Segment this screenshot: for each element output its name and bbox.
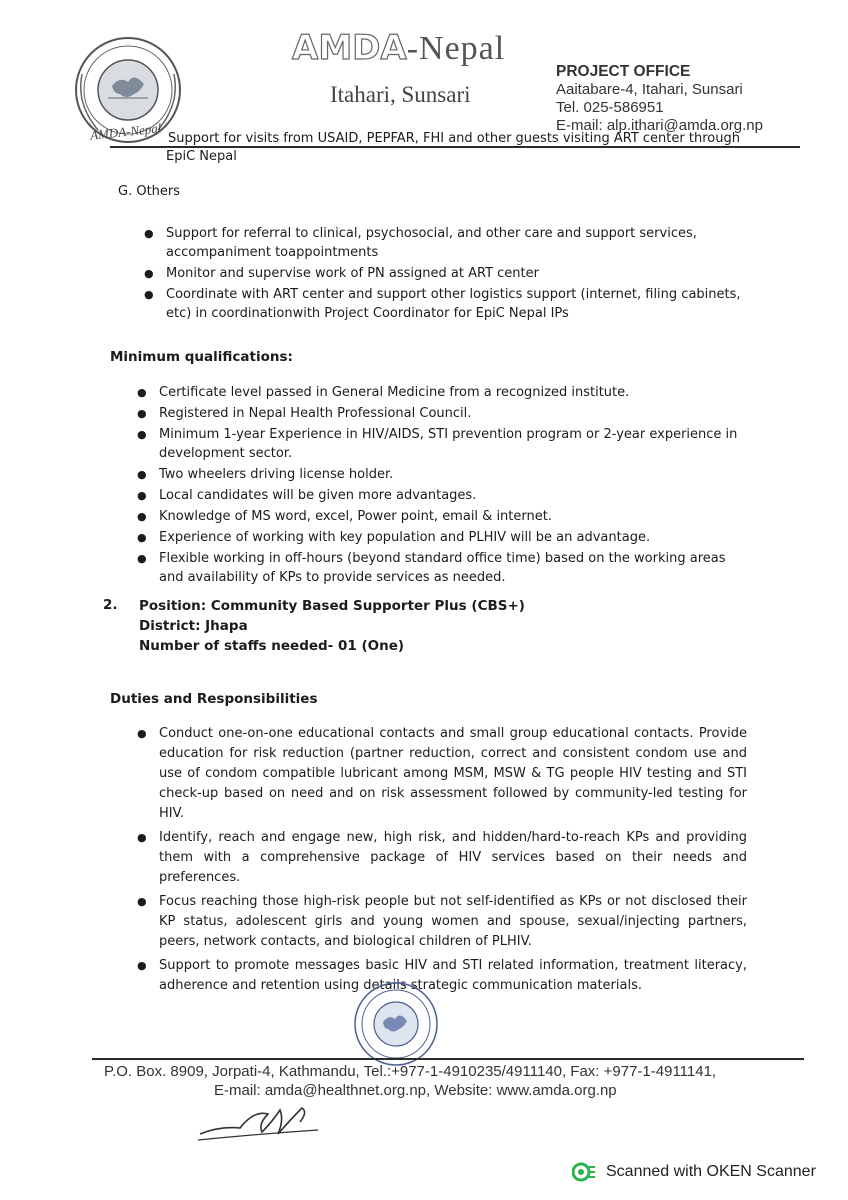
position-staffs: Number of staffs needed- 01 (One) — [139, 638, 405, 654]
office-tel: Tel. 025-586951 — [556, 99, 664, 116]
list-item: ● Registered in Nepal Health Professional Council. — [137, 406, 472, 421]
others-heading: G. Others — [118, 184, 181, 199]
list-item: ● Certificate level passed in General Medicine from a recognized institute. — [137, 385, 630, 400]
footer-divider — [92, 1058, 804, 1060]
amda-seal-stamp — [352, 980, 440, 1068]
list-item: ● Minimum 1-year Experience in HIV/AIDS, STI prevention program or 2-year experience in development sector. — [137, 427, 738, 461]
position-district: District: Jhapa — [139, 618, 248, 634]
list-item: ● Monitor and supervise work of PN assigned at ART center — [144, 266, 539, 281]
stamp-text: AMDA-Nepal — [89, 120, 163, 143]
list-item: ● Focus reaching those high-risk people but not self-identified as KPs or not disclosed their KP status, adolescent girls and young women and spouse, sexual/injecting partners, peers, network contacts, and biological children of PLHIV. — [137, 894, 747, 949]
carryover-line-1: Support for visits from USAID, PEPFAR, FHI and other guests visiting ART center through — [168, 131, 740, 146]
qualifications-list — [137, 383, 749, 589]
scanner-watermark — [572, 1162, 816, 1182]
footer-address: P.O. Box. 8909, Jorpati-4, Kathmandu, Tel.:+977-1-4910235/4911140, Fax: +977-1-4911141, — [104, 1063, 717, 1080]
list-item: ● Flexible working in off-hours (beyond standard office time) based on the working areas and availability of KPs to provide services as needed. — [137, 551, 726, 585]
project-office-block — [556, 63, 763, 135]
brand-suffix: -Nepal — [406, 30, 506, 67]
list-item: ● Identify, reach and engage new, high risk, and hidden/hard-to-reach KPs and providing them with a comprehensive package of HIV services based on their needs and preferences. — [137, 830, 747, 885]
duties-heading: Duties and Responsibilities — [110, 691, 318, 707]
list-item: ● Support for referral to clinical, psychosocial, and other care and support services, accompaniment toappointments — [144, 226, 697, 260]
brand-prefix: AMDA — [292, 28, 407, 68]
list-item: ● Conduct one-on-one educational contacts and small group educational contacts. Provide education for risk reduction (partner reduction, correct and consistent condom use and use of condom compatible lubricant among MSM, MSW & TG people HIV testing and STI check-up based on need and on risk assessment followed by community-led testing for HIV. — [137, 726, 747, 821]
list-item: ● Coordinate with ART center and support other logistics support (internet, filing cabinets, etc) in coordinationwith Project Coordinator for EpiC Nepal IPs — [144, 287, 741, 321]
office-title: PROJECT OFFICE — [556, 63, 691, 80]
list-item: ● Experience of working with key population and PLHIV will be an advantage. — [137, 530, 651, 545]
position-block — [139, 596, 525, 656]
scanner-label: Scanned with OKEN Scanner — [606, 1163, 816, 1180]
list-item: ● Local candidates will be given more advantages. — [137, 488, 477, 503]
office-email: E-mail: alp.ithari@amda.org.np — [556, 117, 763, 134]
carryover-line-2: EpiC Nepal — [166, 149, 237, 164]
brand-city: Itahari, Sunsari — [330, 82, 471, 107]
list-item: ● Support to promote messages basic HIV and STI related information, treatment literacy, adherence and retention using details strategic communication materials. — [137, 958, 747, 993]
signature — [196, 1100, 336, 1142]
brand-title — [292, 28, 505, 68]
qualifications-heading: Minimum qualifications: — [110, 349, 293, 365]
office-address: Aaitabare-4, Itahari, Sunsari — [556, 81, 743, 98]
footer-contact: E-mail: amda@healthnet.org.np, Website: www.amda.org.np — [214, 1082, 617, 1099]
others-list — [144, 224, 756, 325]
position-title: Position: Community Based Supporter Plus (CBS+) — [139, 598, 525, 614]
position-number: 2. — [103, 597, 118, 613]
list-item: ● Knowledge of MS word, excel, Power point, email & internet. — [137, 509, 552, 524]
list-item: ● Two wheelers driving license holder. — [137, 467, 394, 482]
oken-scanner-icon — [572, 1162, 596, 1182]
duties-list — [137, 724, 747, 1000]
